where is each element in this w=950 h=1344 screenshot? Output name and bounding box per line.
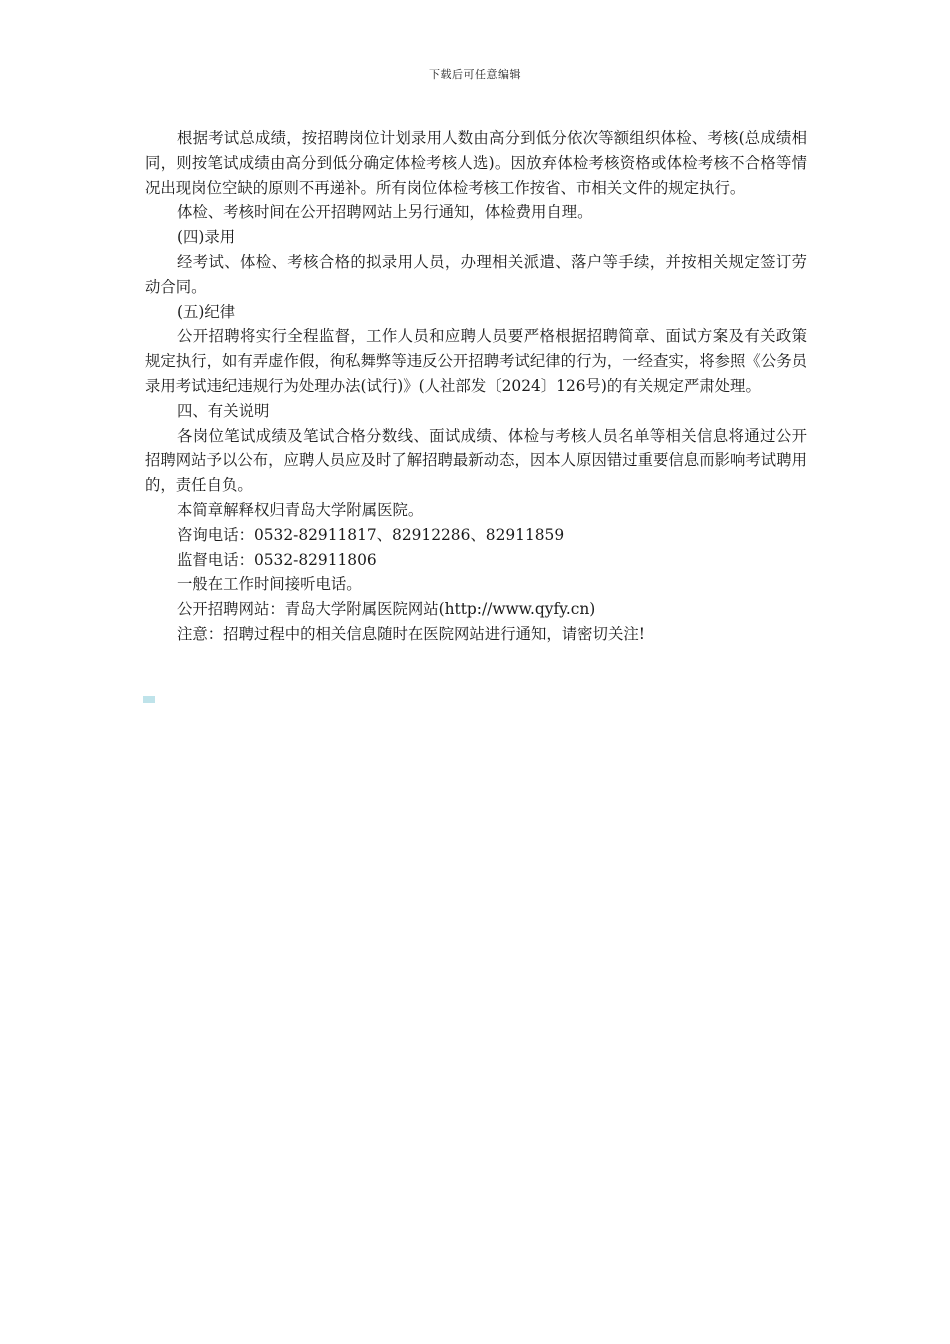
- paragraph-inquiry-phone: 咨询电话：0532-82911817、82912286、82911859: [177, 525, 565, 544]
- paragraph-discipline: 公开招聘将实行全程监督，工作人员和应聘人员要严格根据招聘简章、面试方案及有关政策规定执行，如有弄虚作假，徇私舞弊等违反公开招聘考试纪律的行为，一经查实，将参照《公务员录用考试违纪违规行为处理办法(试行)》(人社部发〔2024〕126号)的有关规定严肃处理。: [145, 327, 807, 395]
- section-heading-discipline: (五)纪律: [177, 302, 236, 321]
- section-heading-notes: 四、有关说明: [177, 401, 270, 420]
- paragraph-exam-time: 体检、考核时间在公开招聘网站上另行通知，体检费用自理。: [177, 203, 593, 222]
- paragraph-hiring: 经考试、体检、考核合格的拟录用人员，办理相关派遣、落户等手续，并按相关规定签订劳动合同。: [145, 252, 807, 296]
- paragraph-website: 公开招聘网站：青岛大学附属医院网站(http://www.qyfy.cn): [177, 600, 596, 619]
- paragraph-notes: 各岗位笔试成绩及笔试合格分数线、面试成绩、体检与考核人员名单等相关信息将通过公开招聘网站予以公布，应聘人员应及时了解招聘最新动态，因本人原因错过重要信息而影响考试聘用的，责任自负。: [145, 426, 807, 495]
- paragraph-selection-rules: 根据考试总成绩，按招聘岗位计划录用人数由高分到低分依次等额组织体检、考核(总成绩相同，则按笔试成绩由高分到低分确定体检考核人选)。因放弃体检考核资格或体检考核不合格等情况出现岗位空缺的原则不再递补。所有岗位体检考核工作按省、市相关文件的规定执行。: [145, 129, 807, 197]
- page-header: 下载后可任意编辑: [429, 68, 521, 81]
- document-body: [145, 126, 807, 647]
- paragraph-phone-hours: 一般在工作时间接听电话。: [177, 575, 362, 594]
- section-heading-hiring: (四)录用: [177, 228, 236, 247]
- text-cursor-marker: [143, 696, 155, 703]
- paragraph-supervision-phone: 监督电话：0532-82911806: [177, 550, 377, 569]
- paragraph-interpretation: 本简章解释权归青岛大学附属医院。: [177, 500, 424, 519]
- paragraph-attention: 注意：招聘过程中的相关信息随时在医院网站进行通知，请密切关注!: [177, 624, 645, 643]
